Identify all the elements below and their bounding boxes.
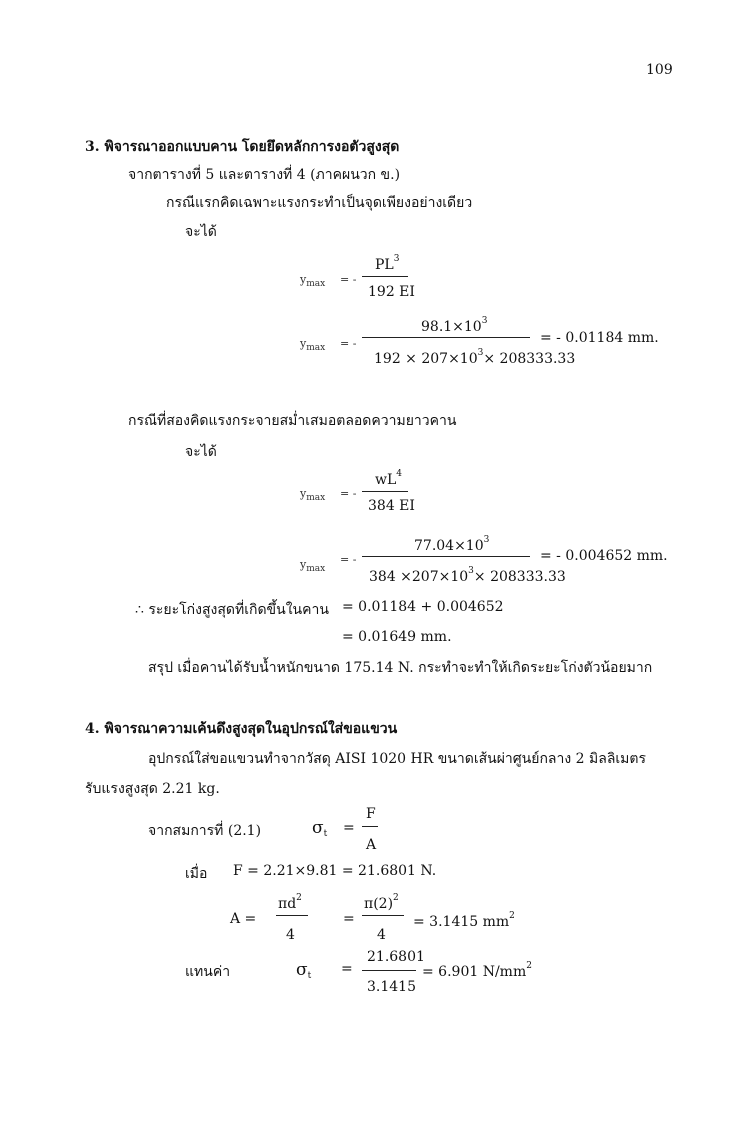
section-3-line1: จากตารางที่ 5 และตารางที่ 4 (ภาคผนวก ข.) [128, 167, 401, 183]
force-calc: F = 2.21×9.81 = 21.6801 N. [233, 863, 437, 879]
section-4-para2: รับแรงสูงสุด 2.21 kg. [85, 781, 220, 797]
total-deflection-label: ∴ ระยะโก่งสูงสุดที่เกิดขึ้นในคาน [135, 602, 329, 618]
page-number: 109 [646, 62, 673, 78]
when-label: เมื่อ [185, 866, 208, 882]
section-3-case2: กรณีที่สองคิดแรงกระจายสม่ำเสมอตลอดความยาวคาน [128, 413, 457, 429]
section-4-heading: 4. พิจารณาความเค้นดึงสูงสุดในอุปกรณ์ใส่ขอแขวน [85, 721, 398, 737]
total-deflection-result: = 0.01649 mm. [342, 629, 452, 645]
jadai-label-1: จะได้ [185, 224, 217, 240]
section-3-heading: 3. พิจารณาออกแบบคาน โดยยึดหลักการงอตัวสูงสุด [85, 139, 400, 155]
section-3-summary: สรุป เมื่อคานได้รับน้ำหนักขนาด 175.14 N. กระทำจะทำให้เกิดระยะโก่งตัวน้อยมาก [148, 660, 653, 676]
total-deflection-expr: = 0.01184 + 0.004652 [342, 599, 504, 615]
section-4-para1: อุปกรณ์ใส่ขอแขวนทำจากวัสดุ AISI 1020 HR ขนาดเส้นผ่าศูนย์กลาง 2 มิลลิเมตร [148, 751, 647, 767]
section-3-case1: กรณีแรกคิดเฉพาะแรงกระทำเป็นจุดเพียงอย่างเดียว [166, 195, 473, 211]
jadai-label-2: จะได้ [185, 444, 217, 460]
